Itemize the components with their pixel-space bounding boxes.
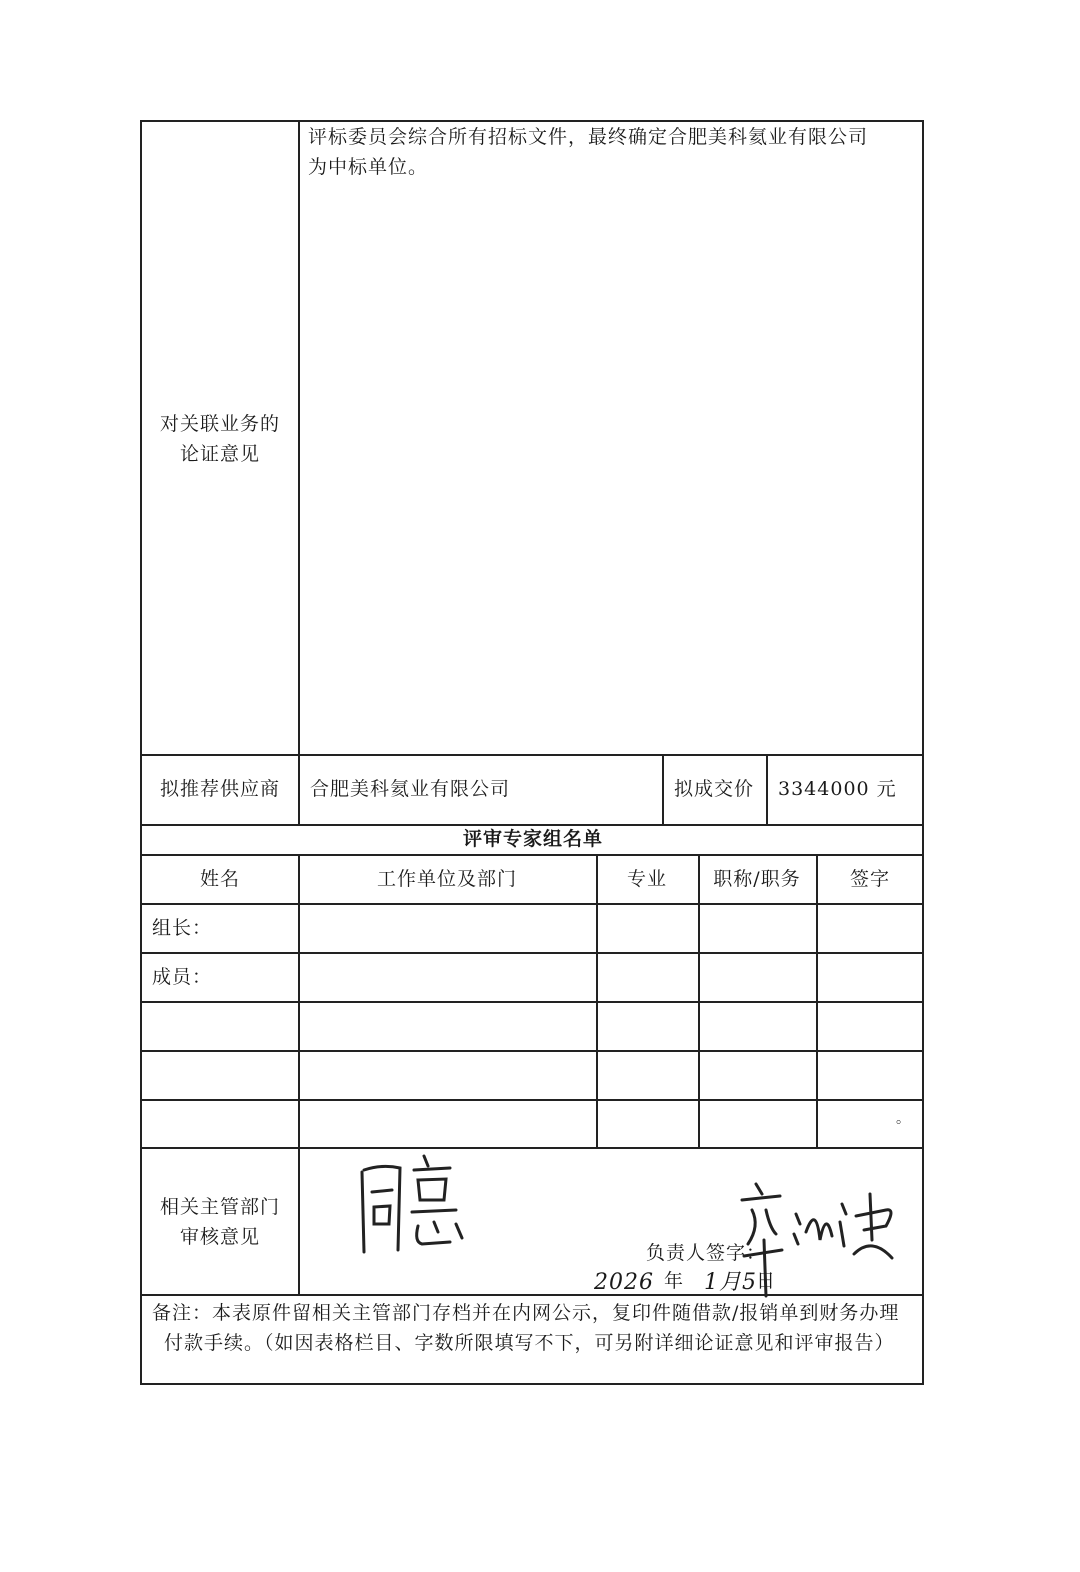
divider — [766, 754, 768, 824]
divider — [142, 952, 924, 954]
divider — [142, 1001, 924, 1003]
header-signature: 签字 — [849, 868, 890, 890]
divider — [142, 854, 924, 856]
price-value: 3344000 元 — [778, 778, 897, 800]
price-label: 拟成交价 — [673, 778, 754, 800]
header-name: 姓名 — [199, 868, 240, 890]
date-day-label: 日 — [756, 1270, 777, 1292]
opinion-text-line1: 评标委员会综合所有招标文件，最终确定合肥美科氦业有限公司 — [308, 126, 869, 148]
divider — [142, 1147, 924, 1149]
stray-mark: 。 — [896, 1111, 911, 1127]
row-member-label: 成员： — [152, 966, 213, 988]
divider — [298, 854, 300, 1147]
review-label-line2: 审核意见 — [179, 1226, 260, 1248]
date-monthday: 1月5 — [704, 1270, 757, 1295]
header-unit: 工作单位及部门 — [376, 868, 517, 890]
row-leader-label: 组长： — [152, 917, 213, 939]
date-year-label: 年 — [664, 1270, 685, 1292]
divider — [816, 854, 818, 1147]
divider — [142, 903, 924, 905]
divider — [142, 1099, 924, 1101]
handwritten-approval — [352, 1152, 472, 1262]
opinion-label-line2: 论证意见 — [179, 443, 260, 465]
supplier-label: 拟推荐供应商 — [159, 778, 280, 800]
opinion-text-line2: 为中标单位。 — [308, 156, 429, 178]
note-line1: 备注：本表原件留相关主管部门存档并在内网公示，复印件随借款/报销单到财务办理 — [152, 1302, 900, 1324]
signer-label: 负责人签字： — [646, 1242, 767, 1264]
note-line2: 付款手续。（如因表格栏目、字数所限填写不下，可另附详细论证意见和评审报告） — [164, 1332, 895, 1354]
header-major: 专业 — [626, 868, 667, 890]
divider — [298, 1147, 300, 1294]
divider — [142, 1050, 924, 1052]
review-label-line1: 相关主管部门 — [159, 1196, 280, 1218]
divider — [698, 854, 700, 1147]
date-year: 2026 — [594, 1270, 654, 1295]
divider — [596, 854, 598, 1147]
supplier-value: 合肥美科氦业有限公司 — [310, 778, 511, 800]
experts-title: 评审专家组名单 — [462, 828, 603, 850]
divider — [298, 122, 300, 824]
header-title: 职称/职务 — [713, 868, 801, 890]
approval-form — [140, 120, 924, 1385]
divider — [142, 754, 924, 756]
opinion-label-line1: 对关联业务的 — [159, 413, 280, 435]
